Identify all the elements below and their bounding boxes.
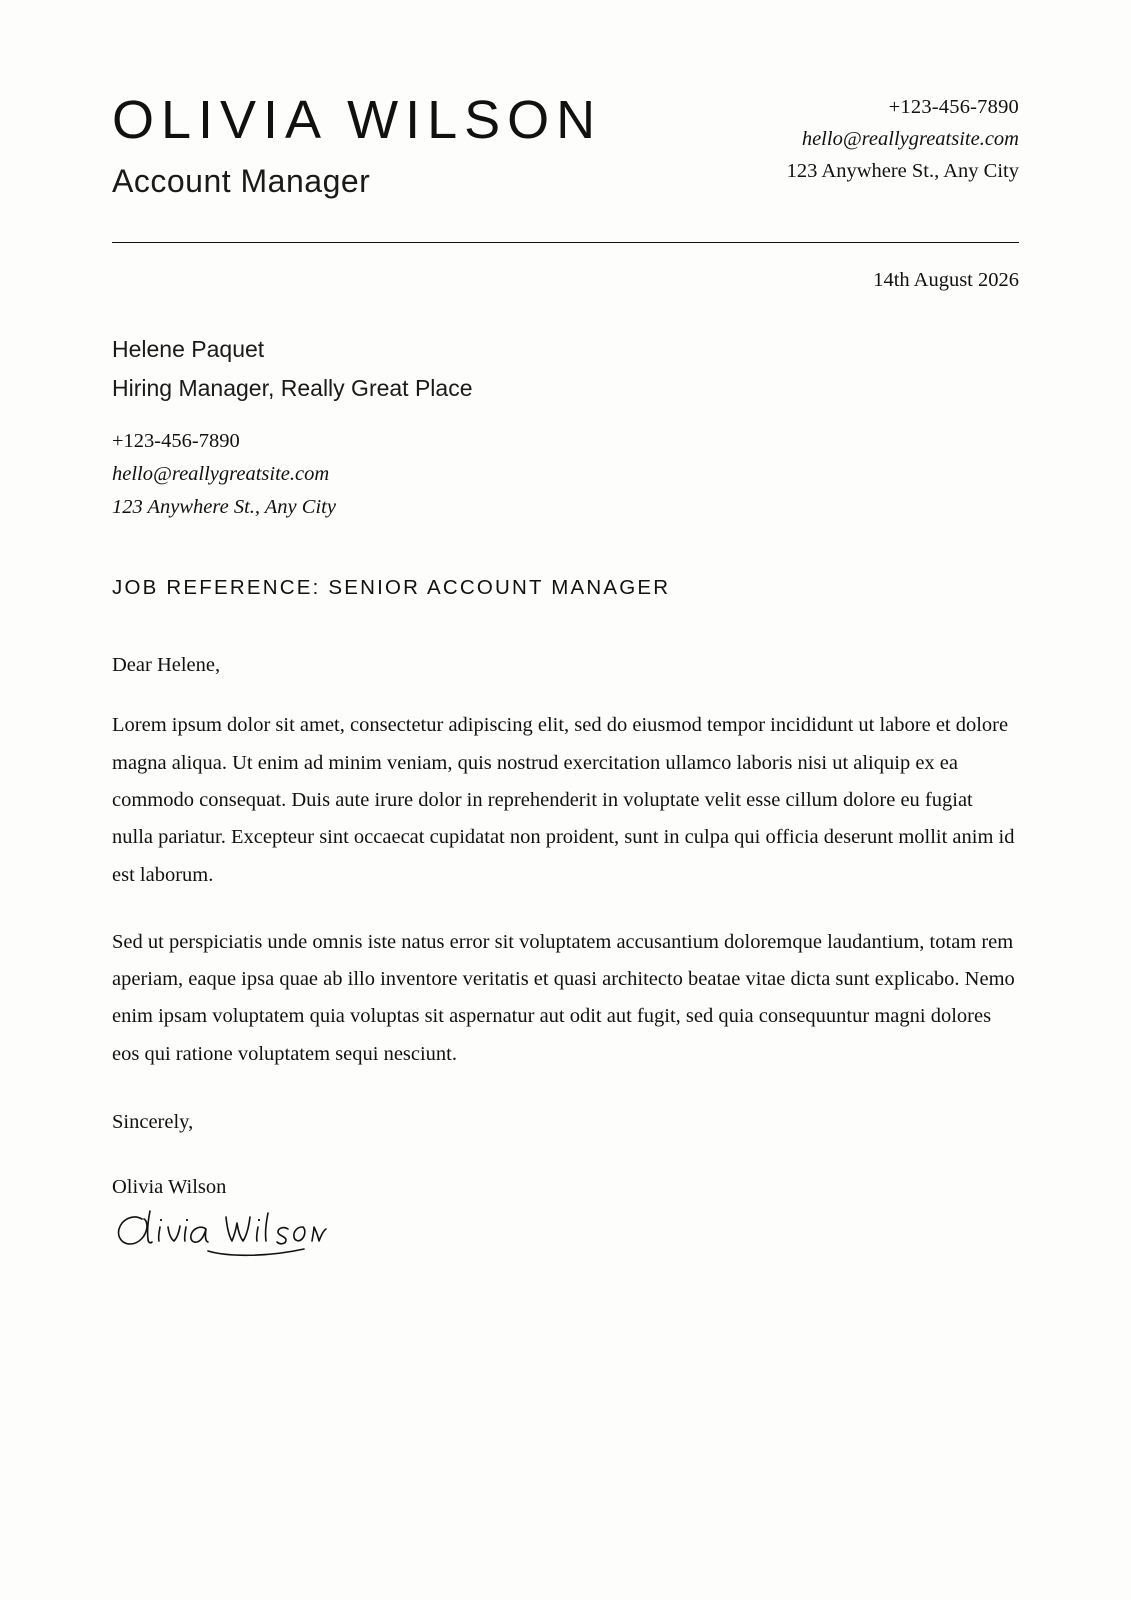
sender-contact-block	[787, 92, 1019, 187]
header-divider	[112, 242, 1019, 243]
letter-header	[112, 0, 1019, 200]
page-title: OLIVIA WILSON	[112, 90, 603, 150]
recipient-title: Hiring Manager, Really Great Place	[112, 375, 473, 402]
body-paragraph-1: Lorem ipsum dolor sit amet, consectetur adipiscing elit, sed do eiusmod tempor incididunt ut labore et dolore magna aliqua. Ut enim ad minim veniam, quis nostrud exercitation ullamco laboris nisi ut aliquip ex ea commodo consequat. Duis aute irure dolor in reprehenderit in voluptate velit esse cillum dolore eu fugiat nulla pariatur. Excepteur sint occaecat cupidatat non proident, sunt in culpa qui officia deserunt mollit anim id est laborum.	[112, 714, 1015, 886]
signer-name: Olivia Wilson	[112, 1176, 227, 1199]
recipient-phone: +123-456-7890	[112, 429, 240, 452]
recipient-name: Helene Paquet	[112, 335, 265, 362]
salutation: Dear Helene,	[112, 654, 221, 677]
job-reference-heading: JOB REFERENCE: SENIOR ACCOUNT MANAGER	[112, 576, 671, 600]
body-paragraph-2: Sed ut perspiciatis unde omnis iste natus error sit voluptatem accusantium doloremque laudantium, totam rem aperiam, eaque ipsa quae ab illo inventore veritatis et quasi architecto beatae vitae dicta sunt explicabo. Nemo enim ipsam voluptatem quia voluptas sit aspernatur aut odit aut fugit, sed quia consequuntur magni dolores eos qui ratione voluptatem sequi nesciunt.	[112, 930, 1015, 1065]
sender-email: hello@reallygreatsite.com	[801, 127, 1019, 150]
recipient-email: hello@reallygreatsite.com	[112, 462, 330, 485]
signature-image	[112, 1205, 372, 1263]
letter-date: 14th August 2026	[873, 268, 1019, 291]
sender-phone: +123-456-7890	[888, 96, 1019, 118]
sender-address: 123 Anywhere St., Any City	[786, 159, 1019, 182]
closing-line: Sincerely,	[112, 1111, 194, 1134]
job-title: Account Manager	[112, 162, 371, 199]
recipient-block	[112, 330, 1019, 525]
recipient-contact-block	[112, 425, 1019, 525]
recipient-address: 123 Anywhere St., Any City	[112, 496, 336, 519]
